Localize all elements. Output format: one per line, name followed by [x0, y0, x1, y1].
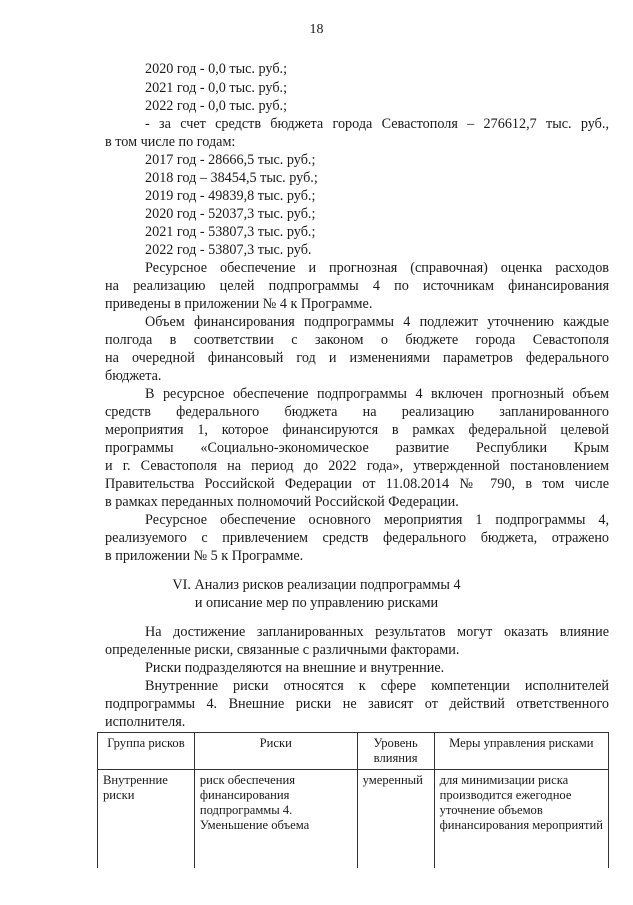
table-header-row: [98, 733, 609, 770]
section-title: и описание мер по управлению рисками: [194, 595, 439, 611]
risk-table: [97, 732, 609, 868]
cell-text: риск обеспечения: [199, 773, 296, 787]
cell-text: Внутренние: [103, 773, 168, 787]
table-header-risk: Риски: [194, 733, 357, 770]
year-line: 2018 год – 38454,5 тыс. руб.;: [145, 170, 318, 186]
table-header-group: Группа рисков: [98, 733, 195, 770]
paragraph-line: подпрограммы 4. Внешние риски не зависят от действий ответственного: [105, 696, 609, 712]
year-line: 2022 год - 53807,3 тыс. руб.: [145, 242, 312, 258]
paragraph-line: программы «Социально-экономическое развитие Республики Крым: [105, 440, 609, 456]
cell-text: для минимизации риска: [439, 773, 569, 787]
cell-text: производится ежегодное: [439, 788, 572, 802]
section-title: VI. Анализ рисков реализации подпрограммы 4: [172, 577, 461, 593]
paragraph-line: Объем финансирования подпрограммы 4 подлежит уточнению каждые: [145, 314, 609, 330]
paragraph-line: мероприятия 1, которое финансируются в рамках федеральной целевой: [105, 422, 609, 438]
cell-text: Уменьшение объема: [199, 818, 310, 832]
paragraph-line: бюджета.: [105, 368, 162, 384]
cell-text: финансирования мероприятий: [439, 818, 603, 832]
paragraph-line: на очередной финансовый год и изменениями параметров федерального: [105, 350, 609, 366]
paragraph-line: в приложении № 5 к Программе.: [105, 548, 304, 564]
year-line: 2021 год - 53807,3 тыс. руб.;: [145, 224, 316, 240]
paragraph-line: исполнителя.: [105, 714, 186, 730]
cell-group: [98, 770, 195, 869]
cell-risk: [194, 770, 357, 869]
cell-measures: [434, 770, 608, 869]
cell-text: риски: [103, 788, 135, 802]
cell-text: уточнение объемов: [439, 803, 543, 817]
paragraph-line: приведены в приложении № 4 к Программе.: [105, 296, 373, 312]
year-line: 2017 год - 28666,5 тыс. руб.;: [145, 152, 316, 168]
paragraph-line: реализуемого с привлечением средств федерального бюджета, отражено: [105, 530, 609, 546]
table-row: [98, 770, 609, 869]
paragraph-line: Риски подразделяются на внешние и внутренние.: [145, 660, 445, 676]
paragraph-line: Ресурсное обеспечение и прогнозная (справочная) оценка расходов: [145, 260, 609, 276]
cell-text: подпрограммы 4.: [199, 803, 293, 817]
page-number: 18: [309, 22, 324, 37]
paragraph-line: в рамках переданных полномочий Российской Федерации.: [105, 494, 459, 510]
year-line: 2022 год - 0,0 тыс. руб.;: [145, 98, 288, 114]
paragraph-line: и г. Севастополя на период до 2022 года», утвержденной постановлением: [105, 458, 609, 474]
paragraph-line: определенные риски, связанные с различными факторами.: [105, 642, 460, 658]
paragraph-line: В ресурсное обеспечение подпрограммы 4 включен прогнозный объем: [145, 386, 609, 402]
year-line: 2020 год - 0,0 тыс. руб.;: [145, 61, 288, 77]
year-line: 2021 год - 0,0 тыс. руб.;: [145, 80, 288, 96]
city-budget-line: в том числе по годам:: [105, 134, 236, 150]
cell-text: умеренный: [362, 773, 423, 787]
paragraph-line: на реализацию целей подпрограммы 4 по источникам финансирования: [105, 278, 609, 294]
paragraph-line: На достижение запланированных результатов могут оказать влияние: [145, 624, 609, 640]
city-budget-line: - за счет средств бюджета города Севастополя – 276612,7 тыс. руб.,: [145, 116, 609, 132]
paragraph-line: Правительства Российской Федерации от 11.08.2014 № 790, в том числе: [105, 476, 609, 492]
paragraph-line: Ресурсное обеспечение основного мероприятия 1 подпрограммы 4,: [145, 512, 609, 528]
cell-text: финансирования: [199, 788, 290, 802]
year-line: 2019 год - 49839,8 тыс. руб.;: [145, 188, 316, 204]
paragraph-line: средств федерального бюджета на реализацию запланированного: [105, 404, 609, 420]
table-header-level: Уровень влияния: [357, 733, 434, 770]
cell-level: [357, 770, 434, 869]
year-line: 2020 год - 52037,3 тыс. руб.;: [145, 206, 316, 222]
table-header-measures: Меры управления рисками: [434, 733, 608, 770]
paragraph-line: Внутренние риски относятся к сфере компетенции исполнителей: [145, 678, 609, 694]
paragraph-line: полгода в соответствии с законом о бюджете города Севастополя: [105, 332, 609, 348]
